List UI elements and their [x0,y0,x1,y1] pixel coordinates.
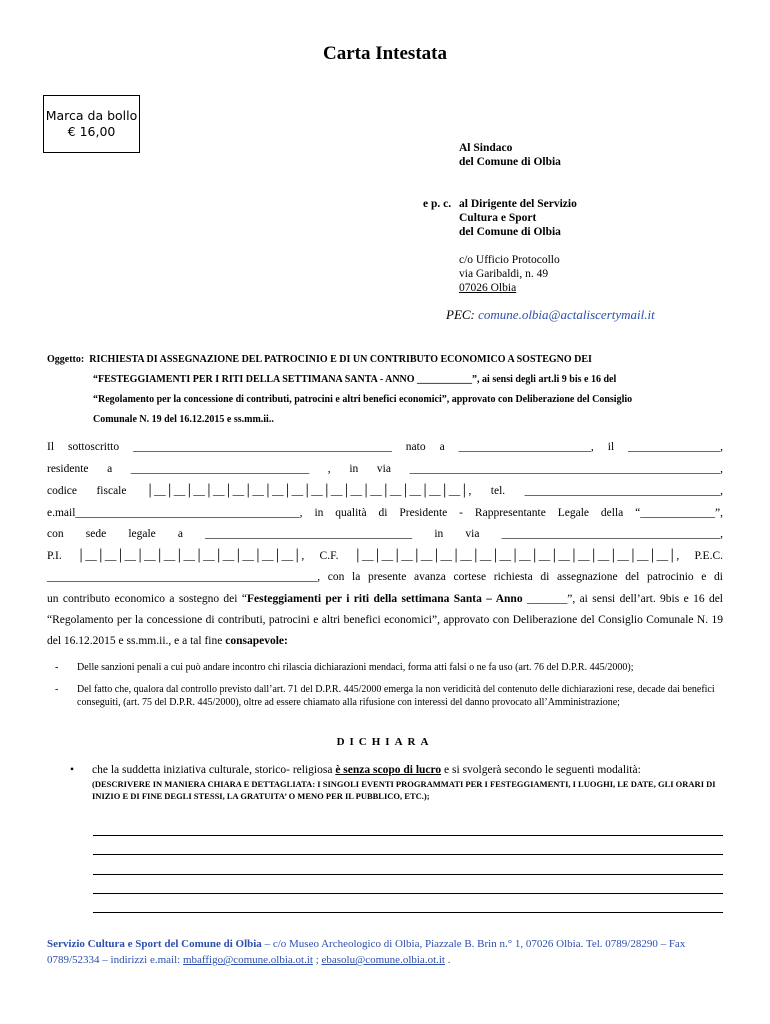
request-event-name: Festeggiamenti per i riti della settimana Santa – Anno [246,593,523,605]
revenue-stamp-box [43,95,140,153]
list-item [47,683,723,709]
recipient-block [459,141,561,169]
footer-email-2[interactable]: ebasolu@comune.olbia.ot.it [321,954,445,966]
form-line-name: Il sottoscritto _____________________________________________ nato a _______________________, il ________________, [47,441,723,453]
declares-heading: DICHIARA [336,736,434,748]
description-line[interactable] [93,835,723,836]
subject-line-1: RICHIESTA DI ASSEGNAZIONE DEL PATROCINIO E DI UN CONTRIBUTO ECONOMICO A SOSTEGNO DEI [89,354,592,365]
stamp-amount: € 16,00 [67,124,116,139]
description-line[interactable] [93,893,723,894]
list-marker: - [55,662,59,673]
office-line-1: c/o Ufficio Protocollo [459,254,560,266]
cc-line-2: Cultura e Sport [459,212,537,224]
request-text-2: _______”, ai sensi dell’art. 9bis e 16 del “Regolamento per la concessione di contributi, patrocini e altri benefici economici”, approvato con Deliberazione del Consiglio Comunale N. 19 del 16.12.2015 e ss.mm.ii., e a tal fine [47,593,724,647]
form-line-pec: _______________________________________________, con la presente avanza cortese richiesta di assegnazione del patrocinio e di [47,571,723,583]
description-line[interactable] [93,854,723,855]
declaration-nonprofit: è senza scopo di lucro [335,764,442,776]
pec-line [446,307,655,323]
form-line-email: e.mail_______________________________________, in qualità di Presidente - Rappresentante Legale della “_____________”, [47,507,723,519]
list-item-text: Del fatto che, qualora dal controllo previsto dall’art. 71 del D.P.R. 445/2000 emerga la non veridicità del contenuto delle dichiarazioni rese, decade dai benefici conseguiti, (art. 75 del D.P.R. 445/2000), oltre ad essere chiamato alla rifusione con interessi del danno provocato all’Amministrazione; [77,684,715,708]
recipient-line-2: del Comune di Olbia [459,156,561,168]
subject-label: Oggetto: [47,354,85,365]
cc-line-1: al Dirigente del Servizio [459,198,577,210]
office-line-2: via Garibaldi, n. 49 [459,268,549,280]
stamp-label: Marca da bollo [45,108,138,123]
office-line-3: 07026 Olbia [459,282,517,294]
declaration-instructions: (DESCRIVERE IN MANIERA CHIARA E DETTAGLIATA: I SINGOLI EVENTI PROGRAMMATI PER I FESTEGGIAMENTI, I LUOGHI, LE DATE, GLI ORARI DI INIZIO E DI FINE DEGLI STESSI, LA GRATUITA’ O MENO PER IL PUBBLICO, ETC.); [92,779,716,801]
footer-contacts: – c/o Museo Archeologico di Olbia, Piazzale B. Brin n.° 1, 07026 Olbia. Tel. 0789/28290 – Fax 0789/52334 – indirizzi e.mail: [47,938,686,966]
description-line[interactable] [93,912,723,913]
footer [47,936,727,968]
cc-line-3: del Comune di Olbia [459,226,561,238]
recipient-line-1: Al Sindaco [459,142,513,154]
subject-line-3: “Regolamento per la concessione di contributi, patrocini e altri benefici economici”, approvato con Deliberazione del Consiglio [93,394,633,405]
subject-line-2: “FESTEGGIAMENTI PER I RITI DELLA SETTIMANA SANTA - ANNO ___________”, ai sensi degli art.li 9 bis e 16 del [93,374,617,385]
declaration-text-2: e si svolgerà secondo le seguenti modalità: [441,764,641,776]
request-paragraph [47,589,723,652]
subject-line-4: Comunale N. 19 del 16.12.2015 e ss.mm.ii.. [93,414,274,425]
form-line-legal-seat: con sede legale a ____________________________________ in via ______________________________________, [47,528,723,540]
request-text-1: un contributo economico a sostegno dei “ [47,593,247,605]
declaration-item [70,764,726,802]
list-marker: - [55,684,59,695]
footer-end: . [444,954,451,966]
footer-office: Servizio Cultura e Sport del Comune di Olbia [47,938,262,950]
description-line[interactable] [93,874,723,875]
footer-email-1[interactable]: mbaffigo@comune.olbia.ot.it [182,954,313,966]
cc-prefix: e p. c. [423,198,452,210]
page-title: Carta Intestata [322,43,447,64]
footer-separator: ; [312,954,322,966]
awareness-list [47,661,723,718]
bullet-icon: • [70,764,75,776]
form-line-residence: residente a _______________________________ , in via ______________________________________________________, [47,463,723,475]
pec-address[interactable]: comune.olbia@actaliscertymail.it [478,307,655,322]
pec-label: PEC: [446,307,475,322]
request-aware: consapevole: [225,635,288,647]
list-item [47,661,723,674]
declaration-text-1: che la suddetta iniziativa culturale, storico- religiosa [92,764,336,776]
subject-block [47,350,727,430]
office-block [459,253,560,295]
form-line-fiscal-code: codice fiscale │__│__│__│__│__│__│__│__│__│__│__│__│__│__│__│__│, tel. __________________________________, [47,485,723,497]
form-line-vat: P.I. │__│__│__│__│__│__│__│__│__│__│__│, C.F. │__│__│__│__│__│__│__│__│__│__│__│__│__│__│__│__│, P.E.C. [47,550,723,562]
list-item-text: Delle sanzioni penali a cui può andare incontro chi rilascia dichiarazioni mendaci, forma atti falsi o ne fa uso (art. 76 del D.P.R. 445/2000); [77,662,634,673]
cc-block [459,197,577,239]
